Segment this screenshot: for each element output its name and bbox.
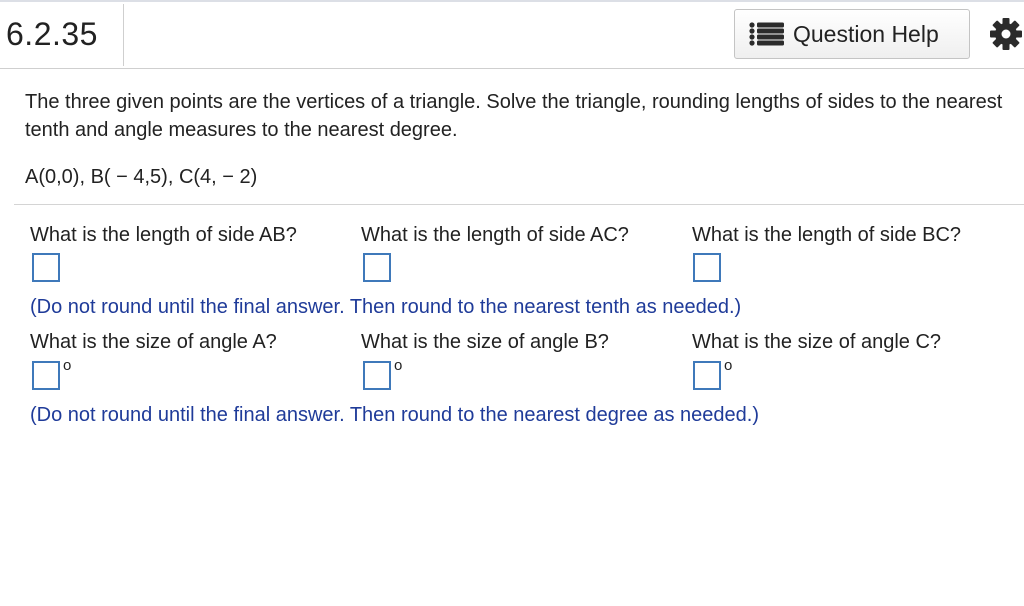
angle-c-degree: o [724, 357, 733, 374]
side-bc-question: What is the length of side BC? [692, 224, 962, 246]
side-ac-question: What is the length of side AC? [361, 224, 629, 246]
top-border [0, 0, 1024, 2]
header-divider [123, 4, 124, 66]
question-help-label: Question Help [793, 20, 939, 47]
section-divider [14, 204, 1024, 205]
angle-a-input[interactable] [32, 361, 60, 390]
gear-icon[interactable] [990, 18, 1022, 50]
angle-c-input[interactable] [693, 361, 721, 390]
angle-b-degree: o [394, 357, 403, 374]
side-ab-question: What is the length of side AB? [30, 224, 297, 246]
sides-rounding-note: (Do not round until the final answer. Then round to the nearest tenth as needed.) [30, 296, 742, 318]
list-icon [749, 22, 785, 46]
question-help-button[interactable] [734, 9, 970, 59]
side-ab-input[interactable] [32, 253, 60, 282]
question-number: 6.2.35 [6, 16, 98, 52]
header-bar [0, 0, 1024, 69]
angle-a-degree: o [63, 357, 72, 374]
angle-b-input[interactable] [363, 361, 391, 390]
problem-statement: The three given points are the vertices of a triangle. Solve the triangle, rounding lengths of sides to the nearest tenth and angle measures to the nearest degree. [25, 91, 1003, 141]
angle-a-question: What is the size of angle A? [30, 331, 277, 353]
angle-c-question: What is the size of angle C? [692, 331, 942, 353]
angle-b-question: What is the size of angle B? [361, 331, 609, 353]
side-bc-input[interactable] [693, 253, 721, 282]
triangle-points: A(0,0), B( − 4,5), C(4, − 2) [25, 166, 258, 188]
side-ac-input[interactable] [363, 253, 391, 282]
angles-rounding-note: (Do not round until the final answer. Then round to the nearest degree as needed.) [30, 404, 760, 426]
